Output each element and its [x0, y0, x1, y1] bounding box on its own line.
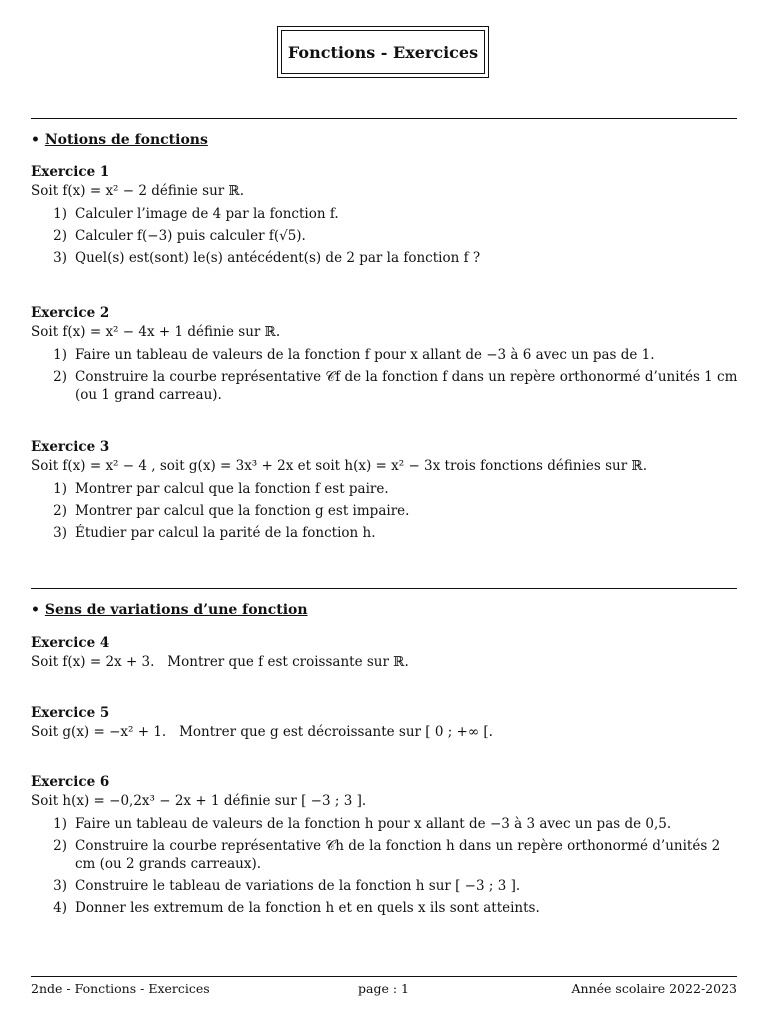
page-title: Fonctions - Exercices [281, 30, 485, 74]
question-number: 1) [53, 481, 67, 497]
question-number: 1) [53, 816, 67, 832]
exercise-title: Exercice 5 [31, 705, 110, 721]
question-text: Donner les extremum de la fonction h et en quels x ils sont atteints. [75, 900, 540, 916]
question-item [31, 815, 741, 833]
exercise-statement: Soit f(x) = x² − 4x + 1 définie sur ℝ. [31, 324, 281, 340]
title-box [277, 26, 489, 78]
exercise [31, 163, 741, 271]
question-number: 2) [53, 369, 67, 385]
footer-right: Année scolaire 2022-2023 [571, 981, 737, 996]
exercise-title: Exercice 2 [31, 305, 110, 321]
exercise [31, 304, 741, 408]
exercise-title: Exercice 3 [31, 439, 110, 455]
question-item [31, 249, 741, 267]
question-item [31, 346, 741, 364]
question-number: 3) [53, 525, 67, 541]
question-item [31, 502, 741, 520]
exercise [31, 634, 741, 672]
question-text: Montrer par calcul que la fonction g est impaire. [75, 503, 410, 519]
exercise-title: Exercice 1 [31, 164, 110, 180]
section-divider [31, 118, 737, 119]
question-list [31, 205, 741, 267]
exercise-statement: Soit g(x) = −x² + 1. Montrer que g est décroissante sur [ 0 ; +∞ [. [31, 724, 493, 740]
exercise-statement: Soit h(x) = −0,2x³ − 2x + 1 définie sur [ −3 ; 3 ]. [31, 793, 367, 809]
exercise-statement: Soit f(x) = x² − 2 définie sur ℝ. [31, 183, 245, 199]
question-text: Faire un tableau de valeurs de la fonction h pour x allant de −3 à 3 avec un pas de 0,5. [75, 816, 672, 832]
question-item [31, 877, 741, 895]
section-heading-label: Sens de variations d’une fonction [44, 602, 308, 618]
question-list [31, 346, 741, 404]
question-text: Étudier par calcul la parité de la fonction h. [75, 525, 376, 541]
section-bullet: • [31, 602, 40, 618]
question-text: Calculer f(−3) puis calculer f(√5). [75, 228, 306, 244]
question-text: Construire la courbe représentative 𝒞f de la fonction f dans un repère orthonormé d’unités 1 cm (ou 1 grand carreau). [75, 369, 738, 403]
question-item [31, 368, 741, 404]
question-item [31, 899, 741, 917]
exercise-statement: Soit f(x) = 2x + 3. Montrer que f est croissante sur ℝ. [31, 654, 409, 670]
section-bullet: • [31, 132, 40, 148]
question-number: 3) [53, 878, 67, 894]
exercise [31, 773, 741, 921]
question-number: 2) [53, 228, 67, 244]
question-item [31, 524, 741, 542]
question-number: 2) [53, 503, 67, 519]
question-number: 1) [53, 347, 67, 363]
exercise-title: Exercice 4 [31, 635, 110, 651]
exercise-title: Exercice 6 [31, 774, 110, 790]
exercise [31, 704, 741, 742]
section-heading [31, 602, 308, 618]
question-number: 2) [53, 838, 67, 854]
section-divider [31, 588, 737, 589]
question-text: Quel(s) est(sont) le(s) antécédent(s) de 2 par la fonction f ? [75, 250, 481, 266]
footer-divider [31, 976, 737, 977]
section-heading [31, 132, 208, 148]
question-text: Construire le tableau de variations de la fonction h sur [ −3 ; 3 ]. [75, 878, 521, 894]
question-text: Construire la courbe représentative 𝒞h de la fonction h dans un repère orthonormé d’unités 2 cm (ou 2 grands carreaux). [75, 838, 721, 872]
question-item [31, 227, 741, 245]
question-text: Calculer l’image de 4 par la fonction f. [75, 206, 339, 222]
section-heading-label: Notions de fonctions [44, 132, 208, 148]
question-item [31, 205, 741, 223]
question-number: 4) [53, 900, 67, 916]
question-item [31, 837, 741, 873]
exercise [31, 438, 741, 546]
question-text: Faire un tableau de valeurs de la fonction f pour x allant de −3 à 6 avec un pas de 1. [75, 347, 655, 363]
question-number: 1) [53, 206, 67, 222]
question-number: 3) [53, 250, 67, 266]
question-item [31, 480, 741, 498]
exercise-statement: Soit f(x) = x² − 4 , soit g(x) = 3x³ + 2x et soit h(x) = x² − 3x trois fonctions définies sur ℝ. [31, 458, 647, 474]
question-list [31, 480, 741, 542]
question-list [31, 815, 741, 917]
footer-left: 2nde - Fonctions - Exercices [31, 981, 210, 996]
footer-page-number: page : 1 [358, 981, 409, 996]
question-text: Montrer par calcul que la fonction f est paire. [75, 481, 389, 497]
